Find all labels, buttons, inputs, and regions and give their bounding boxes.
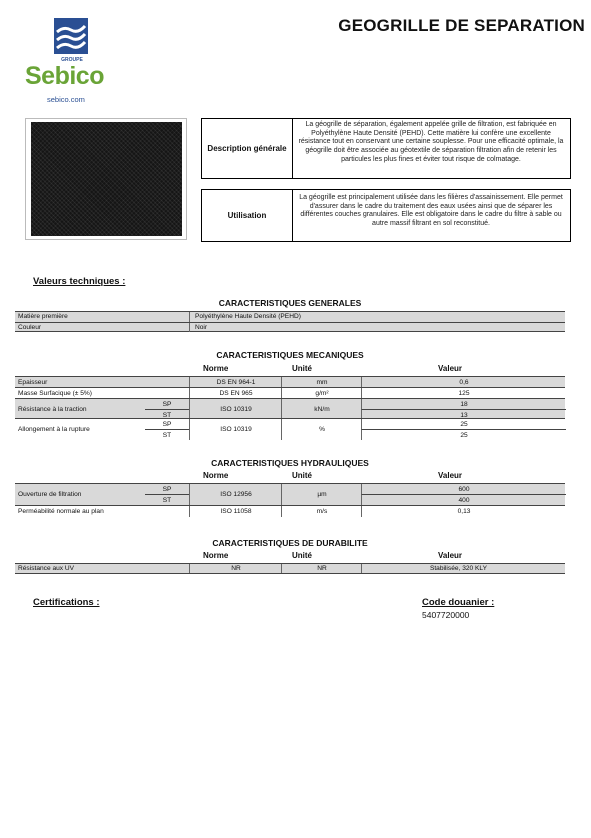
row-sp: SP (162, 400, 172, 408)
row-valeur-sp: 18 (361, 399, 566, 409)
row-label: Matière première (18, 313, 68, 321)
row-label: Couleur (18, 323, 42, 331)
wave-icon (54, 18, 88, 54)
valeurs-title: Valeurs techniques : (33, 276, 126, 287)
hydrauliques-table (15, 483, 565, 515)
col-valeur: Valeur (438, 551, 463, 560)
row-valeur-st: 25 (361, 429, 566, 440)
row-label: Ouverture de filtration (18, 491, 82, 498)
row-valeur: 0,13 (361, 506, 566, 517)
description-box (201, 118, 571, 179)
row-valeur: Stabilisée, 320 KLY (361, 564, 565, 573)
row-st: ST (145, 429, 189, 440)
row-unite: mm (281, 377, 362, 387)
table-row (15, 418, 565, 440)
utilisation-box (201, 189, 571, 242)
section-generales-title: CARACTERISTIQUES GENERALES (218, 298, 362, 308)
row-valeur-st: 13 (361, 409, 566, 420)
section-hydrauliques-title: CARACTERISTIQUES HYDRAULIQUES (211, 458, 369, 468)
row-label: Perméabilité normale au plan (18, 508, 104, 515)
col-norme: Norme (203, 471, 229, 480)
geogrille-photo (31, 122, 182, 236)
table-row (15, 505, 565, 517)
table-row (15, 398, 565, 419)
row-valeur-sp: 25 (361, 419, 566, 429)
row-norme: ISO 10319 (189, 419, 282, 440)
col-norme: Norme (203, 551, 229, 560)
col-valeur: Valeur (438, 364, 463, 373)
table-row (15, 377, 565, 387)
col-norme: Norme (203, 364, 229, 373)
row-st: ST (145, 409, 189, 420)
col-unite: Unité (292, 551, 312, 560)
row-norme: ISO 10319 (189, 399, 282, 419)
row-norme: NR (189, 564, 282, 573)
durabilite-table (15, 563, 565, 574)
generales-table (15, 311, 565, 332)
row-valeur: 0,6 (361, 377, 566, 387)
row-sp: SP (162, 420, 172, 428)
code-douanier-label: Code douanier : (422, 597, 495, 608)
logo-groupe: GROUPE (61, 57, 83, 63)
row-norme: ISO 12956 (189, 484, 282, 505)
product-photo-frame (25, 118, 187, 240)
mecaniques-table (15, 376, 565, 438)
row-label: Epaisseur (18, 378, 48, 386)
table-row (15, 312, 565, 322)
table-row (15, 322, 565, 333)
col-unite: Unité (292, 471, 312, 480)
logo-mark (54, 18, 88, 54)
description-text: La géogrille de séparation, également appelée grille de filtration, est fabriquée en Polyéthylène Haute Densité (PEHD). Cette matière lui confère une excellente résistance tout en conservant une certaine souplesse. Pour une efficacité optimale, la géogrille doit être associée au géotextile de séparation filtration afin de retenir les particules les plus fines et éviter tout risque de colmatage. (298, 121, 564, 163)
row-unite: NR (281, 564, 362, 573)
table-row (15, 484, 565, 505)
row-unite: g/m² (281, 388, 362, 399)
row-value: Polyéthylène Haute Densité (PEHD) (189, 312, 301, 322)
section-mecaniques-title: CARACTERISTIQUES MECANIQUES (216, 350, 364, 360)
logo-brand: Sebico (25, 62, 104, 90)
logo-site: sebico.com (47, 95, 85, 104)
row-label: Masse Surfacique (± 5%) (18, 390, 92, 397)
description-label: Description générale (202, 119, 293, 178)
row-norme: ISO 11058 (189, 506, 282, 517)
row-st: ST (145, 494, 189, 506)
code-douanier-value: 5407720000 (422, 610, 470, 620)
col-unite: Unité (292, 364, 312, 373)
table-row (15, 564, 565, 573)
row-label: Allongement à la rupture (18, 426, 90, 433)
row-label: Résistance à la traction (18, 405, 87, 413)
row-label: Résistance aux UV (18, 565, 75, 572)
utilisation-text: La géogrille est principalement utilisée dans les filières d'assainissement. Elle permet d'assurer dans le cadre du traitement des eaux usées ainsi que de séparer les différentes couches granulaires. Elle est obligatoire dans le cadre du filtre à sable ou autre massif filtrant en sol reconstitué. (299, 194, 563, 228)
row-norme: DS EN 964-1 (189, 377, 282, 387)
row-unite: % (281, 419, 362, 440)
col-valeur: Valeur (438, 471, 463, 480)
certifications-label: Certifications : (33, 597, 100, 608)
row-valeur: 125 (361, 388, 566, 399)
page-title: GEOGRILLE DE SEPARATION (338, 16, 585, 35)
row-norme: DS EN 965 (189, 388, 282, 399)
row-unite: kN/m (281, 399, 362, 419)
row-valeur-sp: 600 (361, 484, 566, 494)
section-durabilite-title: CARACTERISTIQUES DE DURABILITE (212, 538, 368, 548)
row-valeur-st: 400 (361, 494, 566, 506)
row-value: Noir (189, 323, 207, 333)
utilisation-label: Utilisation (202, 190, 293, 241)
row-unite: µm (281, 484, 362, 505)
row-unite: m/s (281, 506, 362, 517)
row-sp: SP (162, 485, 172, 493)
